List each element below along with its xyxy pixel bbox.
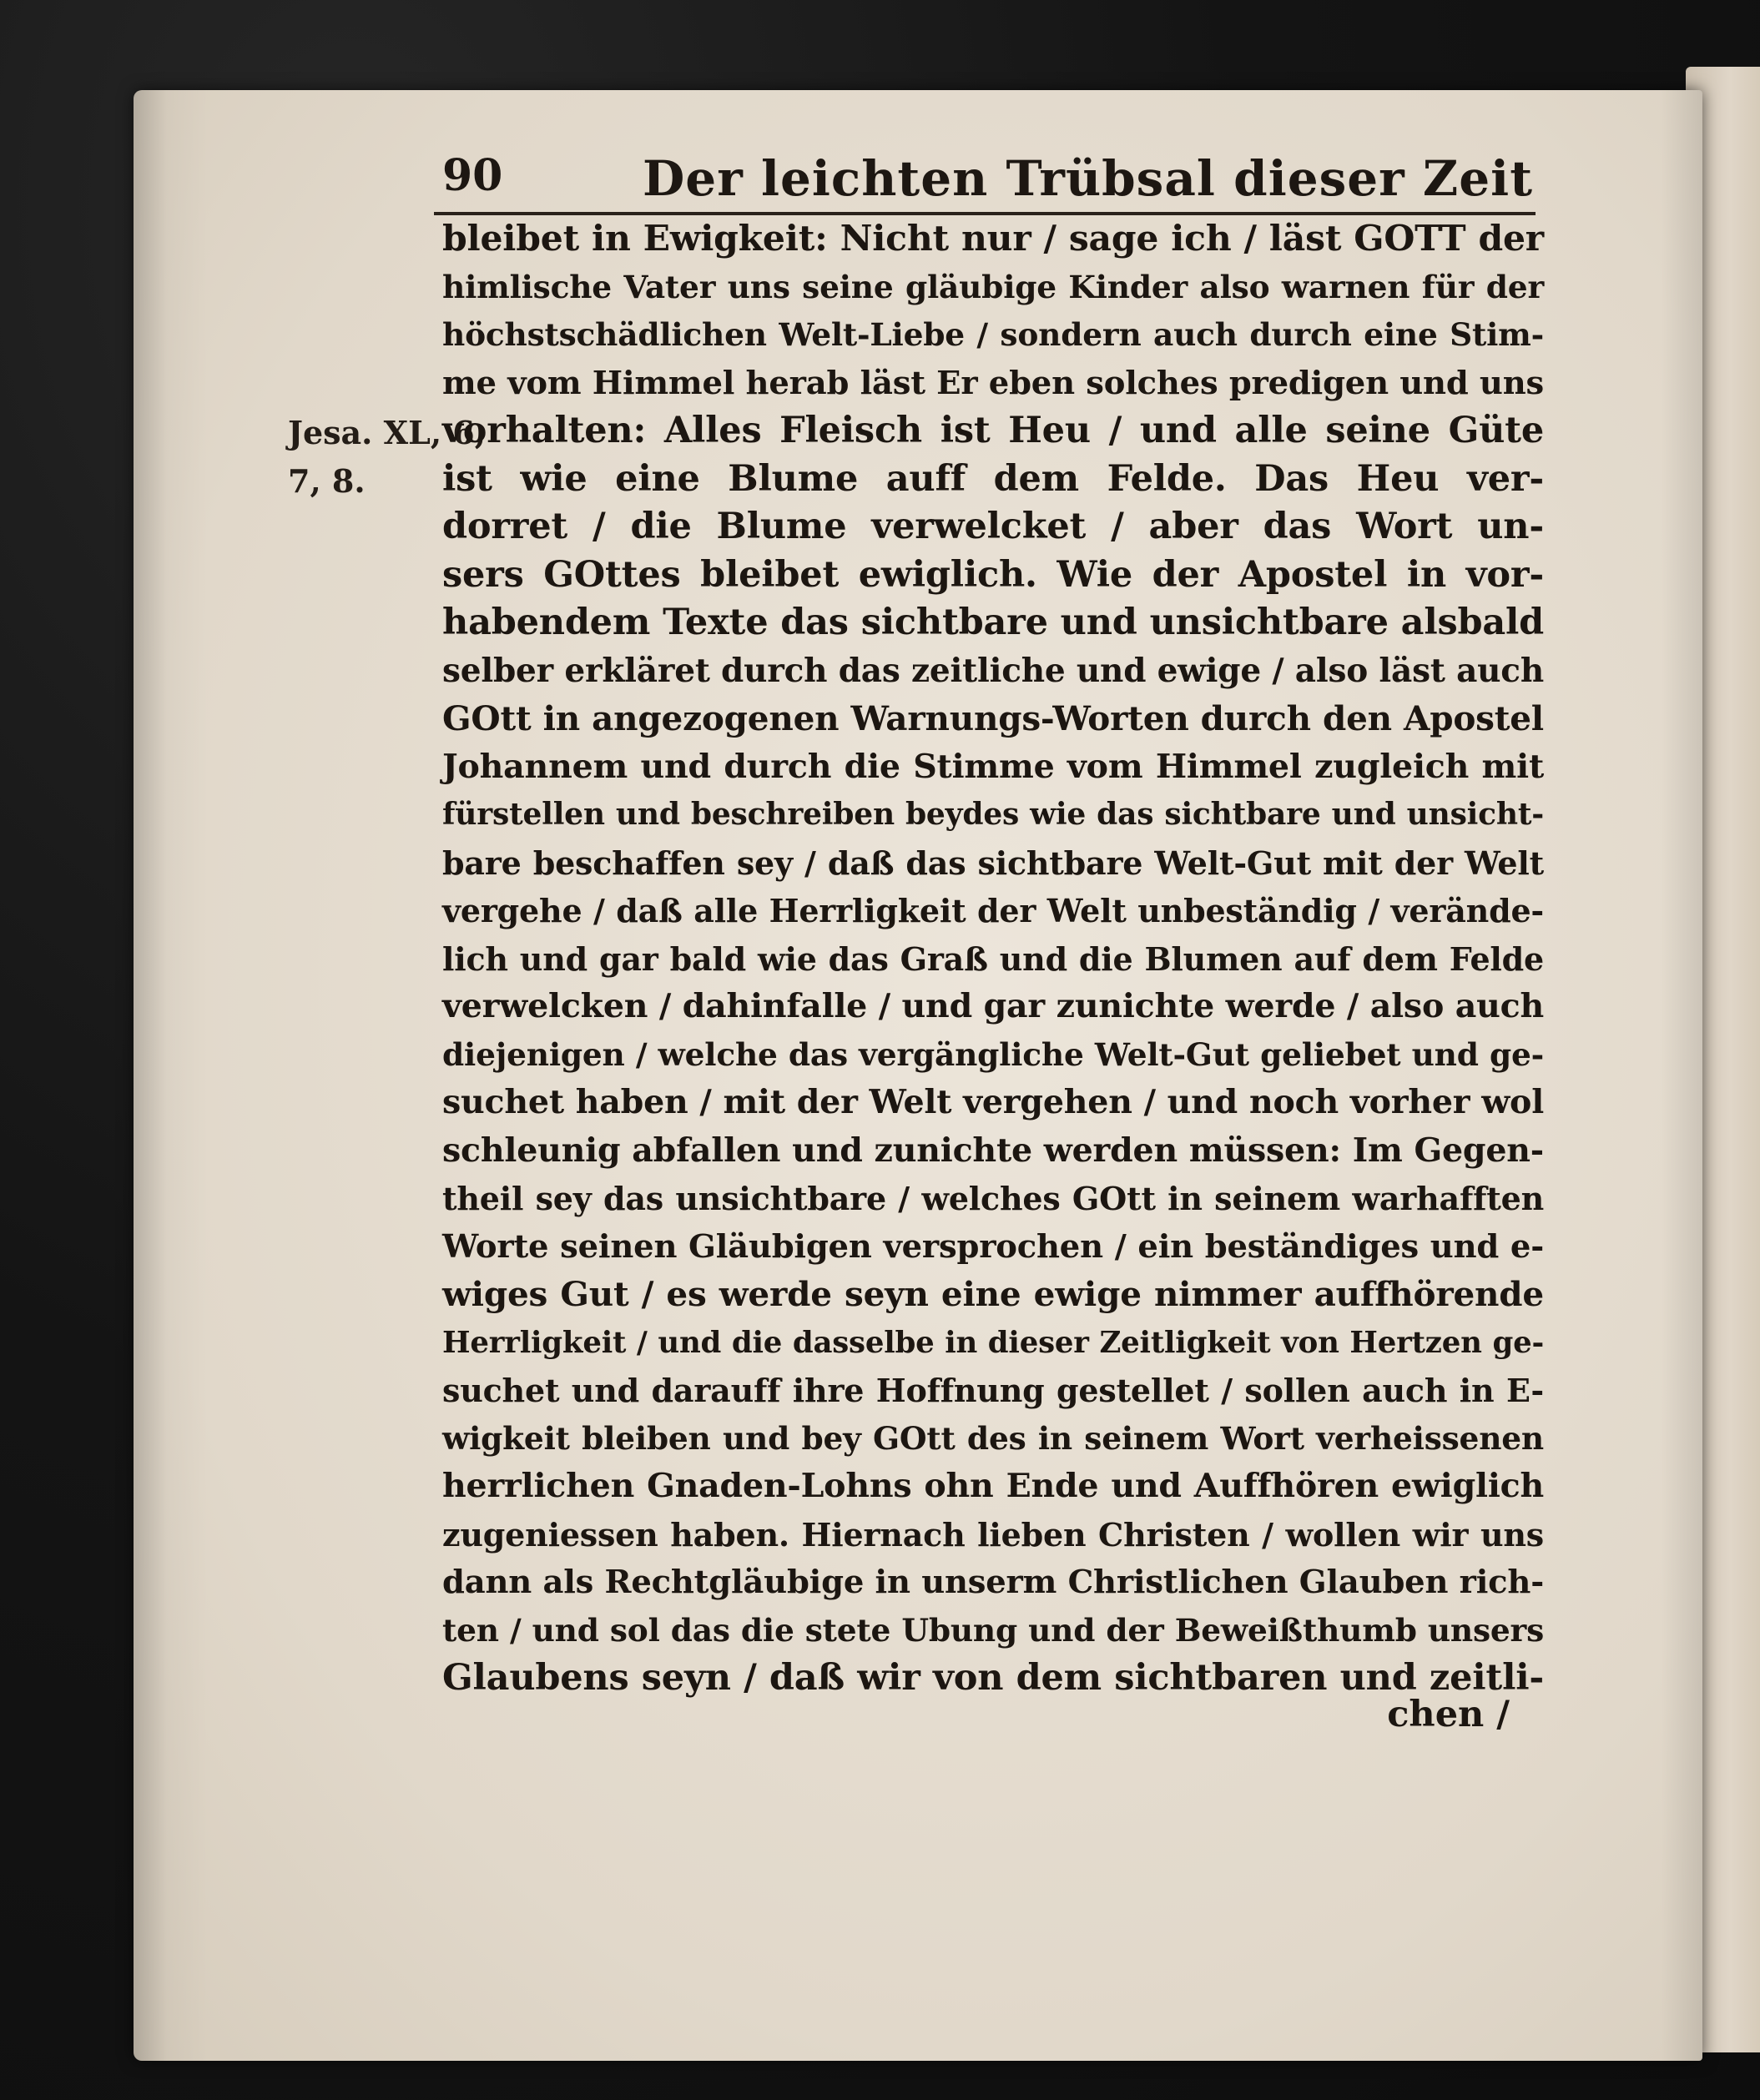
text-line: ist wie eine Blume auff dem Felde. Das Heu ver-: [442, 457, 1544, 500]
text-line: dorret / die Blume verwelcket / aber das Wort un-: [442, 506, 1544, 547]
text-line: wigkeit bleiben und bey GOtt des in seinem Wort verheissenen: [442, 1419, 1544, 1457]
text-line: GOtt in angezogenen Warnungs-Worten durch den Apostel: [442, 698, 1544, 738]
text-line: habendem Texte das sichtbare und unsichtbare alsbald: [442, 602, 1544, 643]
text-line: Herrligkeit / und die dasselbe in dieser Zeitligkeit von Hertzen ge-: [442, 1325, 1544, 1360]
page-header: [442, 150, 1533, 215]
text-line: ten / und sol das die stete Ubung und der Beweißthumb unsers: [442, 1611, 1544, 1649]
margin-note: [288, 409, 486, 506]
text-line: sers GOttes bleibet ewiglich. Wie der Apostel in vor-: [442, 553, 1544, 596]
text-line: vorhalten: Alles Fleisch ist Heu / und alle seine Güte: [442, 410, 1544, 451]
text-line: bleibet in Ewigkeit: Nicht nur / sage ich / läst GOTT der: [442, 218, 1544, 259]
text-line: Glaubens seyn / daß wir von dem sichtbaren und zeitli-: [442, 1657, 1544, 1699]
text-line: me vom Himmel herab läst Er eben solches predigen und uns: [442, 364, 1544, 402]
text-line: himlische Vater uns seine gläubige Kinder also warnen für der: [442, 268, 1544, 305]
text-line: suchet und darauff ihre Hoffnung gestellet / sollen auch in E-: [442, 1372, 1544, 1409]
text-line: selber erkläret durch das zeitliche und ewige / also läst auch: [442, 651, 1544, 690]
catchword: chen /: [1387, 1694, 1510, 1735]
text-line: bare beschaffen sey / daß das sichtbare Welt-Gut mit der Welt: [442, 844, 1544, 882]
text-line: theil sey das unsichtbare / welches GOtt in seinem warhafften: [442, 1180, 1544, 1217]
text-line: wiges Gut / es werde seyn eine ewige nimmer auffhörende: [442, 1274, 1544, 1314]
text-line: vergehe / daß alle Herrligkeit der Welt unbeständig / verände-: [442, 892, 1544, 929]
page-number: 90: [442, 150, 503, 201]
text-line: lich und gar bald wie das Graß und die Blumen auf dem Felde: [442, 939, 1544, 978]
text-line: Worte seinen Gläubigen versprochen / ein beständiges und e-: [442, 1227, 1544, 1266]
margin-note-line: Jesa. XL, 6,: [288, 414, 486, 451]
running-title: Der leichten Trübsal dieser Zeit: [643, 150, 1533, 207]
text-line: dann als Rechtgläubige in unserm Christlichen Glauben rich-: [442, 1564, 1544, 1601]
text-line: fürstellen und beschreiben beydes wie das sichtbare und unsicht-: [442, 797, 1544, 832]
text-line: diejenigen / welche das vergängliche Welt-Gut geliebet und ge-: [442, 1035, 1544, 1073]
body-text: [442, 215, 1544, 1703]
text-line: höchstschädlichen Welt-Liebe / sondern auch durch eine Stim-: [442, 316, 1544, 353]
text-line: Johannem und durch die Stimme vom Himmel zugleich mit: [442, 747, 1544, 786]
margin-note-line: 7, 8.: [288, 462, 366, 500]
text-line: herrlichen Gnaden-Lohns ohn Ende und Auffhören ewiglich: [442, 1467, 1544, 1505]
text-line: schleunig abfallen und zunichte werden müssen: Im Gegen-: [442, 1131, 1544, 1170]
text-line: zugeniessen haben. Hiernach lieben Christen / wollen wir uns: [442, 1515, 1544, 1554]
text-line: verwelcken / dahinfalle / und gar zunichte werde / also auch: [442, 987, 1544, 1025]
text-line: suchet haben / mit der Welt vergehen / und noch vorher wol: [442, 1083, 1544, 1121]
